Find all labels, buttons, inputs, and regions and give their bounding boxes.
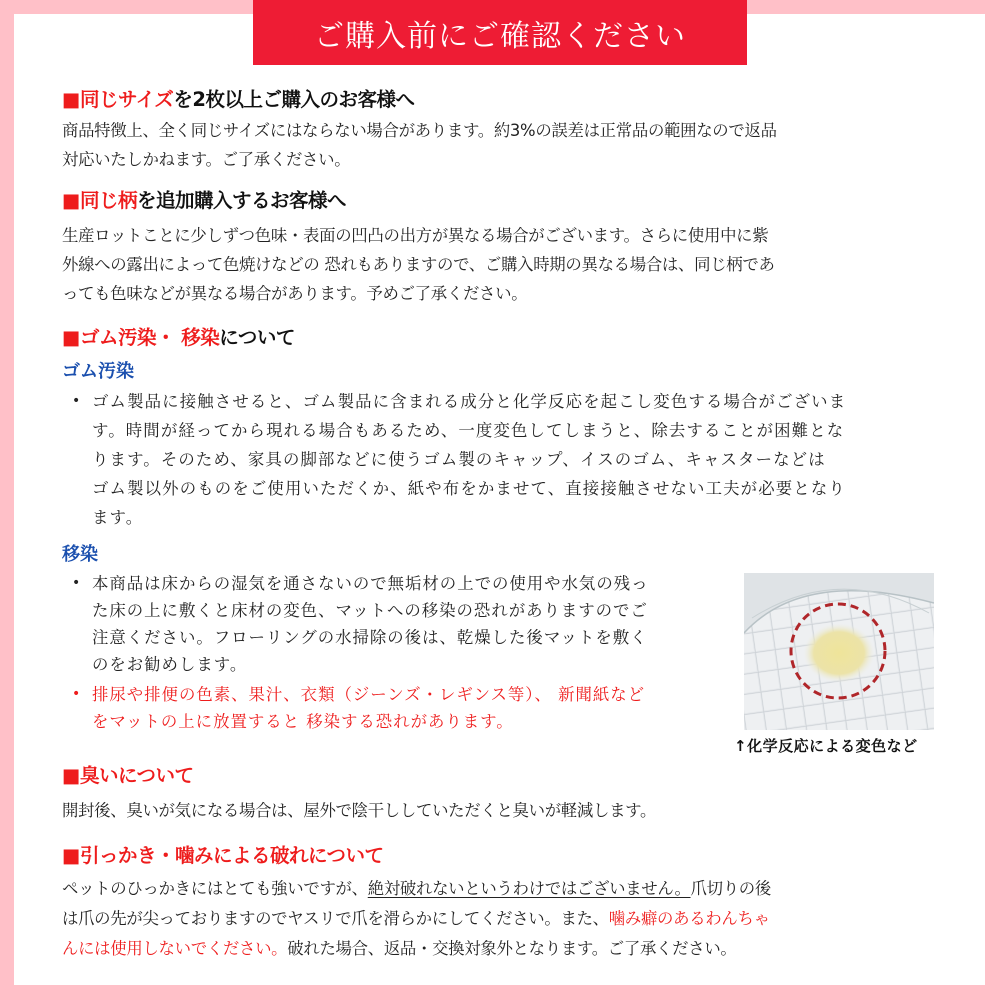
transfer-stain-list bbox=[72, 570, 649, 735]
heading-highlight: 移染 bbox=[181, 326, 220, 349]
list-line: 本商品は床からの湿気を通さないので無垢材の上での使用や水気の残っ bbox=[92, 574, 649, 593]
heading-separator: ・ bbox=[155, 326, 182, 349]
red-warning: んには使用しないでください。 bbox=[62, 939, 288, 958]
heading-highlight: 臭いについて bbox=[79, 764, 194, 787]
banner-title: ご購入前にご確認ください bbox=[314, 18, 686, 54]
list-line: ります。そのため、家具の脚部などに使うゴム製のキャップ、イスのゴム、キャスターなどは bbox=[92, 450, 826, 469]
list-line: ゴム製以外のものをご使用いただくか、紙や布をかませて、直接接触させない工夫が必要となり bbox=[92, 479, 846, 498]
list-line: す。時間が経ってから現れる場合もあるため、一度変色してしまうと、除去することが困難とな bbox=[92, 421, 845, 440]
bullet-icon: • bbox=[72, 393, 82, 409]
subheading-rubber-stain: ゴム汚染 bbox=[62, 361, 134, 382]
square-marker-icon: ■ bbox=[62, 844, 80, 867]
list-line: をマットの上に放置すると 移染する恐れがあります。 bbox=[92, 712, 514, 731]
underlined-warning: 絶対破れないというわけではございません。 bbox=[367, 879, 691, 898]
body-line: 対応いたしかねます。ご了承ください。 bbox=[62, 150, 351, 169]
body-line: 商品特徴上、全く同じサイズにはならない場合があります。約3%の誤差は正常品の範囲なので返品 bbox=[62, 121, 777, 140]
list-line: 注意ください。フローリングの水掃除の後は、乾燥した後マットを敷く bbox=[92, 628, 648, 647]
text-span: は爪の先が尖っておりますのでヤスリで爪を滑らかにしてください。また、 bbox=[62, 909, 609, 928]
body-line: 生産ロットことに少しずつ色味・表面の凹凸の出方が異なる場合がございます。さらに使用中に紫 bbox=[62, 226, 769, 245]
text-span: 破れた場合、返品・交換対象外となります。ご了承ください。 bbox=[287, 939, 737, 958]
discoloration-photo bbox=[744, 573, 934, 730]
body-line bbox=[62, 934, 771, 964]
section-body-scratch bbox=[62, 874, 771, 964]
square-marker-icon: ■ bbox=[62, 326, 80, 349]
section-heading-scratch bbox=[62, 843, 384, 869]
section-heading-stain bbox=[62, 325, 295, 351]
heading-highlight: 同じ柄 bbox=[79, 189, 137, 212]
section-heading-size bbox=[62, 87, 414, 113]
list-item-warning bbox=[72, 681, 649, 708]
heading-text: を2枚以上ご購入のお客様へ bbox=[173, 88, 415, 111]
heading-highlight: ゴム汚染 bbox=[79, 326, 156, 349]
section-body-size bbox=[62, 116, 777, 174]
list-line: ゴム製品に接触させると、ゴム製品に含まれる成分と化学反応を起こし変色する場合がございま bbox=[92, 392, 847, 411]
body-line: 外線への露出によって色焼けなどの 恐れもありますので、ご購入時期の異なる場合は、同じ柄であ bbox=[62, 255, 775, 274]
body-line bbox=[62, 874, 771, 904]
text-span: ペットのひっかきにはとても強いですが、 bbox=[62, 879, 368, 898]
mat-photo-illustration bbox=[744, 573, 934, 730]
heading-highlight: 同じサイズ bbox=[79, 88, 174, 111]
section-heading-odor bbox=[62, 763, 194, 789]
list-item bbox=[72, 570, 649, 597]
rubber-stain-list bbox=[72, 387, 847, 532]
heading-text: について bbox=[219, 326, 295, 349]
heading-text: を追加購入するお客様へ bbox=[136, 189, 346, 212]
list-line: た床の上に敷くと床材の変色、マットへの移染の恐れがありますのでご bbox=[92, 601, 648, 620]
list-line: 排尿や排便の色素、果汁、衣類（ジーンズ・レギンス等）、 新聞紙など bbox=[92, 685, 646, 704]
text-span: 爪切りの後 bbox=[690, 879, 771, 898]
red-warning: 噛み癖のあるわんちゃ bbox=[608, 909, 770, 928]
section-body-pattern bbox=[62, 221, 775, 308]
body-line: 開封後、臭いが気になる場合は、屋外で陰干ししていただくと臭いが軽減します。 bbox=[62, 801, 657, 820]
bullet-icon: • bbox=[72, 686, 82, 702]
list-line: のをお勧めします。 bbox=[92, 655, 248, 674]
body-line bbox=[62, 904, 771, 934]
photo-caption: ↑化学反応による変色など bbox=[734, 737, 918, 755]
square-marker-icon: ■ bbox=[62, 764, 80, 787]
heading-highlight: 引っかき・噛みによる破れについて bbox=[79, 844, 384, 867]
page-banner bbox=[253, 0, 747, 65]
bullet-icon: • bbox=[72, 575, 82, 591]
body-line: っても色味などが異なる場合があります。予めご了承ください。 bbox=[62, 284, 528, 303]
subheading-transfer-stain: 移染 bbox=[62, 544, 98, 565]
list-line: ます。 bbox=[92, 508, 144, 527]
square-marker-icon: ■ bbox=[62, 88, 80, 111]
square-marker-icon: ■ bbox=[62, 189, 80, 212]
section-body-odor bbox=[62, 796, 656, 825]
list-item bbox=[72, 387, 847, 416]
section-heading-pattern bbox=[62, 188, 346, 214]
